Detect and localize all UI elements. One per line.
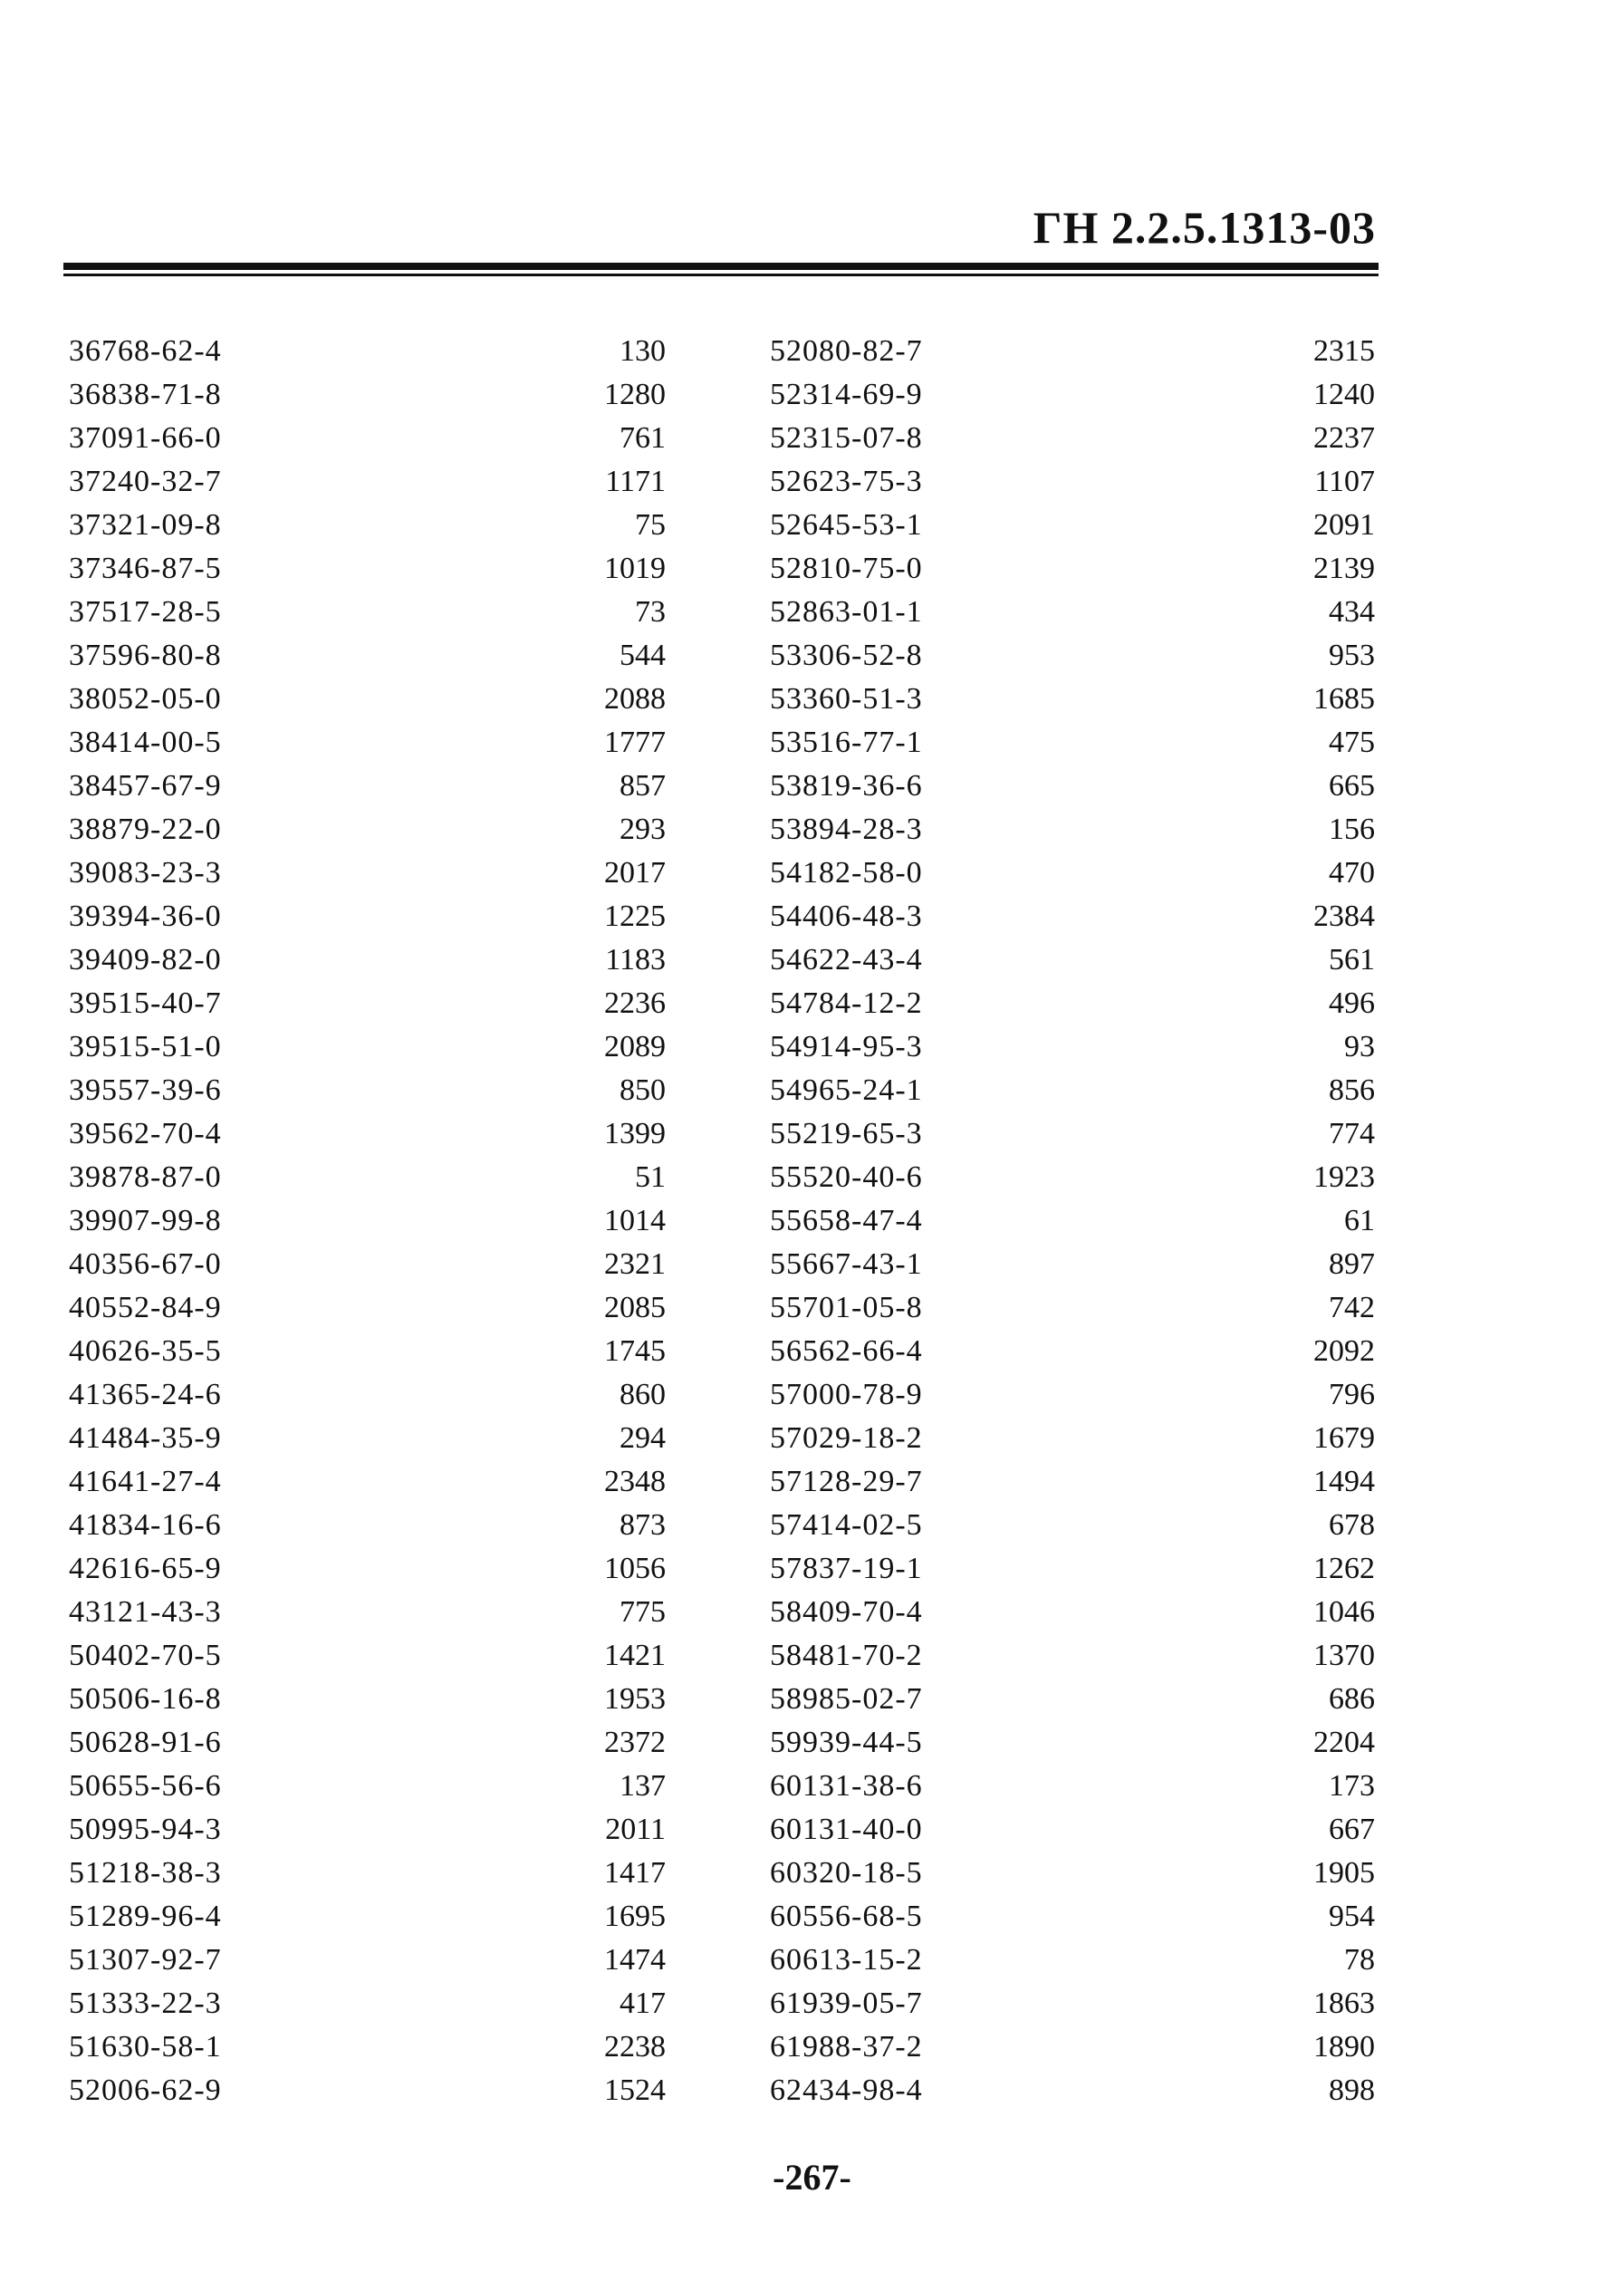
cas-number-left: 37596-80-8 [69,639,222,672]
cas-number-right: 54406-48-3 [770,900,923,933]
cas-number-left: 36838-71-8 [69,378,222,411]
table-row [0,1199,1624,1243]
table-row [0,1852,1624,1895]
cas-number-right: 54784-12-2 [770,986,923,1020]
index-right: 93 [1344,1030,1375,1063]
cas-number-left: 37321-09-8 [69,508,222,542]
index-left: 1014 [604,1204,666,1237]
cas-number-left: 43121-43-3 [69,1595,222,1629]
cas-number-left: 41484-35-9 [69,1421,222,1455]
table-row [0,1982,1624,2025]
cas-number-right: 55667-43-1 [770,1247,923,1281]
table-row [0,417,1624,460]
cas-number-right: 52314-69-9 [770,378,923,411]
cas-number-left: 50995-94-3 [69,1813,222,1846]
index-left: 293 [620,813,666,846]
index-right: 667 [1329,1813,1375,1846]
cas-number-left: 51307-92-7 [69,1943,222,1977]
index-right: 898 [1329,2074,1375,2107]
cas-number-left: 39562-70-4 [69,1117,222,1150]
cas-number-right: 52810-75-0 [770,552,923,585]
index-left: 1225 [604,900,666,933]
index-left: 857 [620,769,666,803]
index-left: 1019 [604,552,666,585]
cas-number-right: 60131-40-0 [770,1813,923,1846]
cas-number-right: 55658-47-4 [770,1204,923,1237]
cas-number-right: 60556-68-5 [770,1900,923,1933]
table-row [0,1765,1624,1808]
index-right: 954 [1329,1900,1375,1933]
table-row [0,895,1624,938]
index-right: 686 [1329,1682,1375,1716]
index-left: 1056 [604,1552,666,1585]
index-right: 2139 [1313,552,1375,585]
index-right: 1240 [1313,378,1375,411]
index-right: 2204 [1313,1726,1375,1759]
table-row [0,504,1624,547]
table-row [0,1373,1624,1417]
cas-number-right: 53360-51-3 [770,682,923,716]
index-right: 665 [1329,769,1375,803]
index-left: 2238 [604,2030,666,2064]
cas-number-right: 57414-02-5 [770,1508,923,1542]
table-row [0,1808,1624,1852]
table-row [0,2069,1624,2112]
cas-number-left: 41834-16-6 [69,1508,222,1542]
table-row [0,2025,1624,2069]
table-row [0,373,1624,417]
cas-number-left: 50628-91-6 [69,1726,222,1759]
index-right: 2237 [1313,421,1375,455]
index-right: 156 [1329,813,1375,846]
index-right: 61 [1344,1204,1375,1237]
index-left: 1953 [604,1682,666,1716]
index-left: 775 [620,1595,666,1629]
cas-number-right: 56562-66-4 [770,1334,923,1368]
index-left: 1417 [604,1856,666,1890]
index-right: 434 [1329,595,1375,629]
table-row [0,1460,1624,1504]
cas-number-left: 51289-96-4 [69,1900,222,1933]
index-left: 1171 [605,465,666,498]
index-right: 470 [1329,856,1375,890]
cas-number-right: 53516-77-1 [770,726,923,759]
cas-number-left: 50402-70-5 [69,1639,222,1672]
index-left: 51 [635,1160,666,1194]
cas-number-left: 37346-87-5 [69,552,222,585]
cas-number-left: 39394-36-0 [69,900,222,933]
table-row [0,1547,1624,1591]
index-left: 761 [620,421,666,455]
cas-number-left: 38457-67-9 [69,769,222,803]
table-row [0,460,1624,504]
table-row [0,1330,1624,1373]
index-left: 1183 [605,943,666,977]
cas-number-left: 39515-51-0 [69,1030,222,1063]
table-row [0,1939,1624,1982]
index-right: 953 [1329,639,1375,672]
index-right: 173 [1329,1769,1375,1803]
index-left: 1745 [604,1334,666,1368]
table-row [0,634,1624,678]
cas-number-right: 54914-95-3 [770,1030,923,1063]
cas-number-right: 58409-70-4 [770,1595,923,1629]
cas-number-right: 52080-82-7 [770,334,923,368]
table-row [0,330,1624,373]
cas-number-right: 62434-98-4 [770,2074,923,2107]
index-left: 860 [620,1378,666,1411]
index-left: 137 [620,1769,666,1803]
cas-number-right: 61988-37-2 [770,2030,923,2064]
table-row [0,1591,1624,1634]
index-right: 1262 [1313,1552,1375,1585]
cas-number-left: 37091-66-0 [69,421,222,455]
table-row [0,1286,1624,1330]
cas-number-left: 36768-62-4 [69,334,222,368]
cas-number-right: 57000-78-9 [770,1378,923,1411]
cas-number-right: 54622-43-4 [770,943,923,977]
cas-number-left: 41641-27-4 [69,1465,222,1498]
index-right: 856 [1329,1073,1375,1107]
table-row [0,547,1624,591]
table-row [0,591,1624,634]
index-left: 2011 [605,1813,666,1846]
table-row [0,938,1624,982]
index-left: 2348 [604,1465,666,1498]
index-left: 2321 [604,1247,666,1281]
index-right: 1494 [1313,1465,1375,1498]
cas-number-left: 39409-82-0 [69,943,222,977]
index-right: 678 [1329,1508,1375,1542]
cas-number-left: 41365-24-6 [69,1378,222,1411]
index-right: 774 [1329,1117,1375,1150]
table-row [0,765,1624,808]
cas-number-left: 50655-56-6 [69,1769,222,1803]
cas-number-right: 54965-24-1 [770,1073,923,1107]
header-rule-thin [63,274,1379,276]
index-left: 850 [620,1073,666,1107]
cas-number-left: 39907-99-8 [69,1204,222,1237]
index-right: 1370 [1313,1639,1375,1672]
index-left: 130 [620,334,666,368]
index-left: 1777 [604,726,666,759]
cas-number-right: 60613-15-2 [770,1943,923,1977]
table-row [0,808,1624,852]
cas-number-right: 53306-52-8 [770,639,923,672]
index-left: 417 [620,1987,666,2020]
cas-number-left: 50506-16-8 [69,1682,222,1716]
cas-number-left: 38052-05-0 [69,682,222,716]
index-right: 2091 [1313,508,1375,542]
cas-number-left: 51218-38-3 [69,1856,222,1890]
index-left: 1280 [604,378,666,411]
index-right: 78 [1344,1943,1375,1977]
index-right: 1923 [1313,1160,1375,1194]
table-row [0,1895,1624,1939]
table-row [0,678,1624,721]
index-left: 2017 [604,856,666,890]
cas-number-right: 61939-05-7 [770,1987,923,2020]
index-right: 1107 [1314,465,1375,498]
cas-number-right: 55701-05-8 [770,1291,923,1324]
index-left: 294 [620,1421,666,1455]
table-row [0,1069,1624,1112]
table-row [0,1417,1624,1460]
table-row [0,1634,1624,1678]
index-right: 1046 [1313,1595,1375,1629]
cas-number-right: 58985-02-7 [770,1682,923,1716]
index-right: 742 [1329,1291,1375,1324]
cas-number-left: 52006-62-9 [69,2074,222,2107]
index-right: 496 [1329,986,1375,1020]
index-left: 2085 [604,1291,666,1324]
index-left: 873 [620,1508,666,1542]
cas-number-right: 52645-53-1 [770,508,923,542]
index-right: 561 [1329,943,1375,977]
index-right: 2384 [1313,900,1375,933]
cas-number-right: 60320-18-5 [770,1856,923,1890]
table-row [0,982,1624,1025]
index-right: 475 [1329,726,1375,759]
cas-number-left: 51333-22-3 [69,1987,222,2020]
cas-number-right: 60131-38-6 [770,1769,923,1803]
cas-number-table [0,330,1624,2112]
index-right: 1905 [1313,1856,1375,1890]
index-left: 1695 [604,1900,666,1933]
cas-number-right: 54182-58-0 [770,856,923,890]
cas-number-left: 40626-35-5 [69,1334,222,1368]
cas-number-left: 42616-65-9 [69,1552,222,1585]
index-right: 1890 [1313,2030,1375,2064]
cas-number-right: 58481-70-2 [770,1639,923,1672]
table-row [0,721,1624,765]
index-left: 1474 [604,1943,666,1977]
cas-number-right: 57837-19-1 [770,1552,923,1585]
document-code: ГН 2.2.5.1313-03 [1033,202,1376,253]
cas-number-right: 57128-29-7 [770,1465,923,1498]
index-left: 1399 [604,1117,666,1150]
cas-number-left: 37517-28-5 [69,595,222,629]
index-right: 1685 [1313,682,1375,716]
index-right: 2092 [1313,1334,1375,1368]
index-left: 1421 [604,1639,666,1672]
table-row [0,852,1624,895]
index-right: 1863 [1313,1987,1375,2020]
index-left: 75 [635,508,666,542]
cas-number-left: 37240-32-7 [69,465,222,498]
cas-number-right: 59939-44-5 [770,1726,923,1759]
cas-number-left: 38879-22-0 [69,813,222,846]
table-row [0,1025,1624,1069]
cas-number-right: 57029-18-2 [770,1421,923,1455]
page-number: -267- [773,2157,851,2198]
cas-number-left: 39083-23-3 [69,856,222,890]
cas-number-right: 52623-75-3 [770,465,923,498]
index-right: 796 [1329,1378,1375,1411]
index-left: 73 [635,595,666,629]
cas-number-left: 40356-67-0 [69,1247,222,1281]
cas-number-right: 55520-40-6 [770,1160,923,1194]
cas-number-left: 39878-87-0 [69,1160,222,1194]
header-rule-thick [63,263,1379,270]
cas-number-left: 40552-84-9 [69,1291,222,1324]
cas-number-left: 39515-40-7 [69,986,222,1020]
table-row [0,1678,1624,1721]
index-right: 2315 [1313,334,1375,368]
index-left: 2088 [604,682,666,716]
table-row [0,1243,1624,1286]
table-row [0,1504,1624,1547]
cas-number-right: 53819-36-6 [770,769,923,803]
index-right: 897 [1329,1247,1375,1281]
index-left: 2089 [604,1030,666,1063]
index-left: 544 [620,639,666,672]
cas-number-right: 52315-07-8 [770,421,923,455]
table-row [0,1721,1624,1765]
index-left: 2236 [604,986,666,1020]
cas-number-right: 53894-28-3 [770,813,923,846]
table-row [0,1156,1624,1199]
cas-number-left: 39557-39-6 [69,1073,222,1107]
table-row [0,1112,1624,1156]
index-right: 1679 [1313,1421,1375,1455]
cas-number-right: 55219-65-3 [770,1117,923,1150]
cas-number-left: 51630-58-1 [69,2030,222,2064]
cas-number-left: 38414-00-5 [69,726,222,759]
index-left: 2372 [604,1726,666,1759]
cas-number-right: 52863-01-1 [770,595,923,629]
index-left: 1524 [604,2074,666,2107]
